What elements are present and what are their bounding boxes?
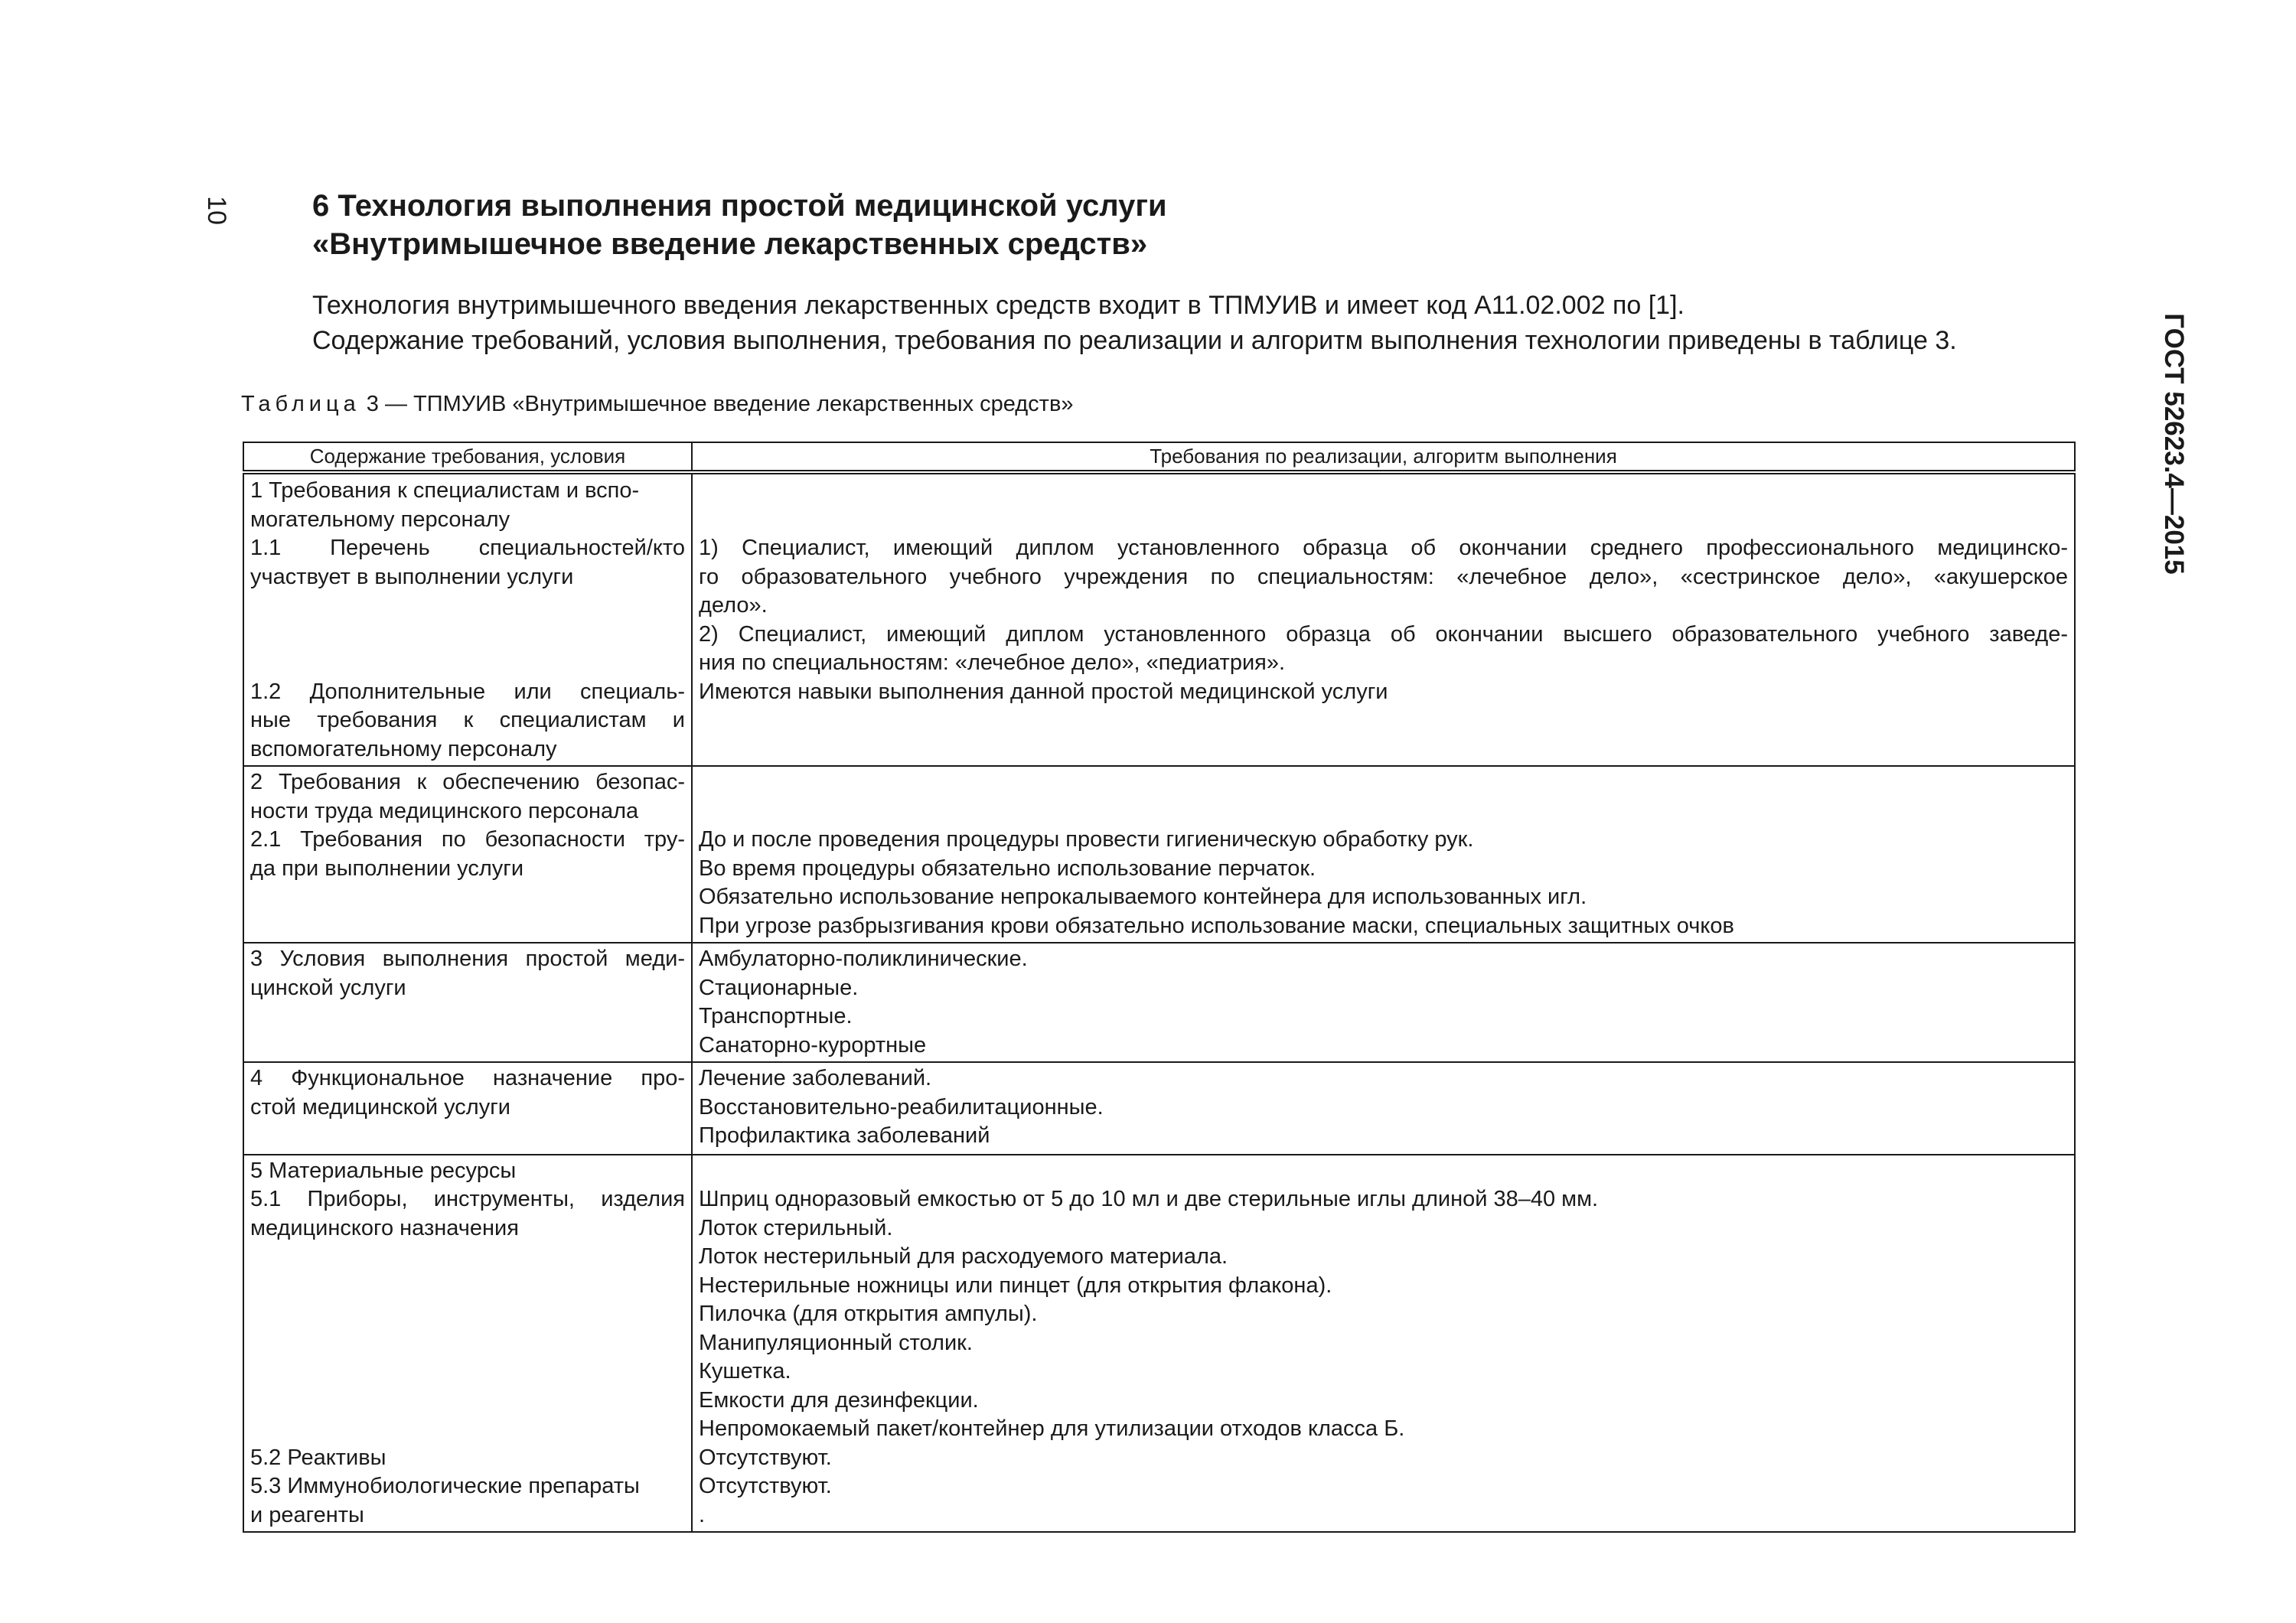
cell-line: да при выполнении услуги — [250, 855, 524, 881]
spacer — [250, 1415, 685, 1444]
cell-line: Восстановительно-реабилитационные. — [699, 1094, 1104, 1119]
spacer — [250, 1243, 685, 1272]
cell-line: вспомогательному персоналу — [250, 736, 557, 761]
spacer — [250, 1329, 685, 1358]
standard-designation: ГОСТ 52623.4—2015 — [2159, 313, 2189, 575]
spacer — [699, 477, 2068, 506]
spacer — [250, 592, 685, 621]
cell-line: 4 Функциональное назначение про- — [250, 1066, 685, 1090]
cell-line: 2 Требования к обеспечению безопас- — [250, 770, 685, 794]
cell-line: Нестерильные ножницы или пинцет (для открытия флакона). — [699, 1273, 1332, 1298]
cell-line: 1.2 Дополнительные или специаль- — [250, 679, 685, 704]
table-row — [243, 1155, 2075, 1533]
cell-line: Во время процедуры обязательно использование перчаток. — [699, 855, 1316, 881]
cell-line: Профилактика заболеваний — [699, 1123, 990, 1148]
page-number: 10 — [202, 196, 231, 225]
cell-line: Лечение заболеваний. — [699, 1066, 932, 1090]
requirement-cell — [243, 472, 692, 766]
cell-line: дело». — [699, 593, 768, 618]
cell-line: 5.2 Реактивы — [250, 1445, 386, 1470]
cell-line: го образовательного учебного учреждения по специальностям: «лечебное дело», «сестринское дело», «акушерское — [699, 564, 2068, 589]
cell-line: Имеются навыки выполнения данной простой медицинской услуги — [699, 679, 1388, 704]
cell-line: Пилочка (для открытия ампулы). — [699, 1302, 1038, 1326]
spacer — [699, 506, 2068, 535]
cell-line: 5.1 Приборы, инструменты, изделия — [250, 1187, 685, 1211]
intro-paragraph-1: Технология внутримышечного введения лекарственных средств входит в ТПМУИВ и имеет код А11.02.002 по [1]. — [312, 291, 1684, 320]
cell-line: Непромокаемый пакет/контейнер для утилизации отходов класса Б. — [699, 1416, 1405, 1441]
requirements-table — [243, 442, 2076, 1533]
requirement-cell — [243, 1062, 692, 1155]
section-intro — [312, 288, 2088, 358]
cell-line: ния по специальностям: «лечебное дело», «педиатрия». — [699, 650, 1286, 675]
cell-line: Лоток нестерильный для расходуемого материала. — [699, 1244, 1228, 1269]
cell-line: Манипуляционный столик. — [699, 1330, 973, 1355]
implementation-cell — [692, 943, 2075, 1062]
spacer — [250, 1357, 685, 1387]
section-title-line-2: «Внутримышечное введение лекарственных средств» — [312, 227, 1148, 261]
section-title-line-1: 6 Технология выполнения простой медицинской услуги — [312, 189, 1167, 223]
cell-line: медицинского назначения — [250, 1215, 519, 1240]
spacer — [250, 1300, 685, 1329]
cell-line: ности труда медицинского персонала — [250, 798, 639, 823]
spacer — [250, 649, 685, 678]
table-caption — [241, 389, 1074, 419]
implementation-cell — [692, 472, 2075, 766]
cell-line: Кушетка. — [699, 1359, 791, 1383]
spacer — [250, 1272, 685, 1301]
requirement-cell — [243, 766, 692, 943]
table-caption-label: Таблица — [241, 392, 360, 416]
cell-line: Стационарные. — [699, 975, 859, 1000]
implementation-cell — [692, 1062, 2075, 1155]
cell-line: и реагенты — [250, 1502, 364, 1527]
cell-line: Емкости для дезинфекции. — [699, 1387, 979, 1413]
cell-line: Лоток стерильный. — [699, 1215, 893, 1240]
spacer — [699, 1157, 2068, 1186]
section-title — [312, 187, 1167, 263]
table-row — [243, 766, 2075, 943]
cell-line: 1.1 Перечень специальностей/кто — [250, 536, 685, 560]
table-row — [243, 943, 2075, 1062]
requirement-cell — [243, 943, 692, 1062]
table-header-row — [243, 442, 2075, 472]
spacer — [699, 768, 2068, 797]
cell-line: . — [699, 1502, 706, 1527]
cell-line: До и после проведения процедуры провести гигиеническую обработку рук. — [699, 827, 1474, 852]
cell-line: Транспортные. — [699, 1004, 853, 1028]
implementation-cell — [692, 766, 2075, 943]
cell-line: могательному персоналу — [250, 507, 510, 532]
requirement-cell — [243, 1155, 692, 1533]
table-row — [243, 1062, 2075, 1155]
cell-line: 2) Специалист, имеющий диплом установленного образца об окончании высшего образовательного учебного заведе- — [699, 621, 2068, 647]
cell-line: Отсутствуют. — [699, 1474, 832, 1498]
cell-line: 5 Материальные ресурсы — [250, 1158, 517, 1183]
cell-line: стой медицинской услуги — [250, 1094, 510, 1119]
implementation-cell — [692, 1155, 2075, 1533]
header-implementation: Требования по реализации, алгоритм выполнения — [692, 442, 2075, 472]
cell-line: При угрозе разбрызгивания крови обязательно использование маски, специальных защитных очков — [699, 913, 1734, 938]
table-row — [243, 472, 2075, 766]
intro-paragraph-2: Содержание требований, условия выполнения, требования по реализации и алгоритм выполнения технологии приведены в таблице 3. — [312, 326, 1957, 355]
cell-line: 5.3 Иммунобиологические препараты — [250, 1474, 640, 1498]
cell-line: 1 Требования к специалистам и вспо- — [250, 478, 640, 503]
cell-line: Отсутствуют. — [699, 1445, 832, 1470]
table-caption-text: 3 — ТПМУИВ «Внутримышечное введение лекарственных средств» — [360, 392, 1074, 416]
header-requirements: Содержание требования, условия — [243, 442, 692, 472]
cell-line: Амбулаторно-поликлинические. — [699, 947, 1028, 971]
cell-line: 1) Специалист, имеющий диплом установленного образца об окончании среднего профессионального медицинско- — [699, 536, 2068, 560]
cell-line: участвует в выполнении услуги — [250, 564, 574, 589]
cell-line: 3 Условия выполнения простой меди- — [250, 947, 685, 971]
cell-line: 2.1 Требования по безопасности тру- — [250, 827, 685, 852]
cell-line: ные требования к специалистам и — [250, 708, 685, 732]
spacer — [250, 1387, 685, 1416]
cell-line: цинской услуги — [250, 975, 406, 1000]
cell-line: Обязательно использование непрокалываемого контейнера для использованных игл. — [699, 885, 1587, 909]
cell-line: Санаторно-курортные — [699, 1032, 927, 1058]
spacer — [699, 797, 2068, 826]
cell-line: Шприц одноразовый емкостью от 5 до 10 мл и две стерильные иглы длиной 38–40 мм. — [699, 1187, 1599, 1211]
spacer — [250, 621, 685, 650]
